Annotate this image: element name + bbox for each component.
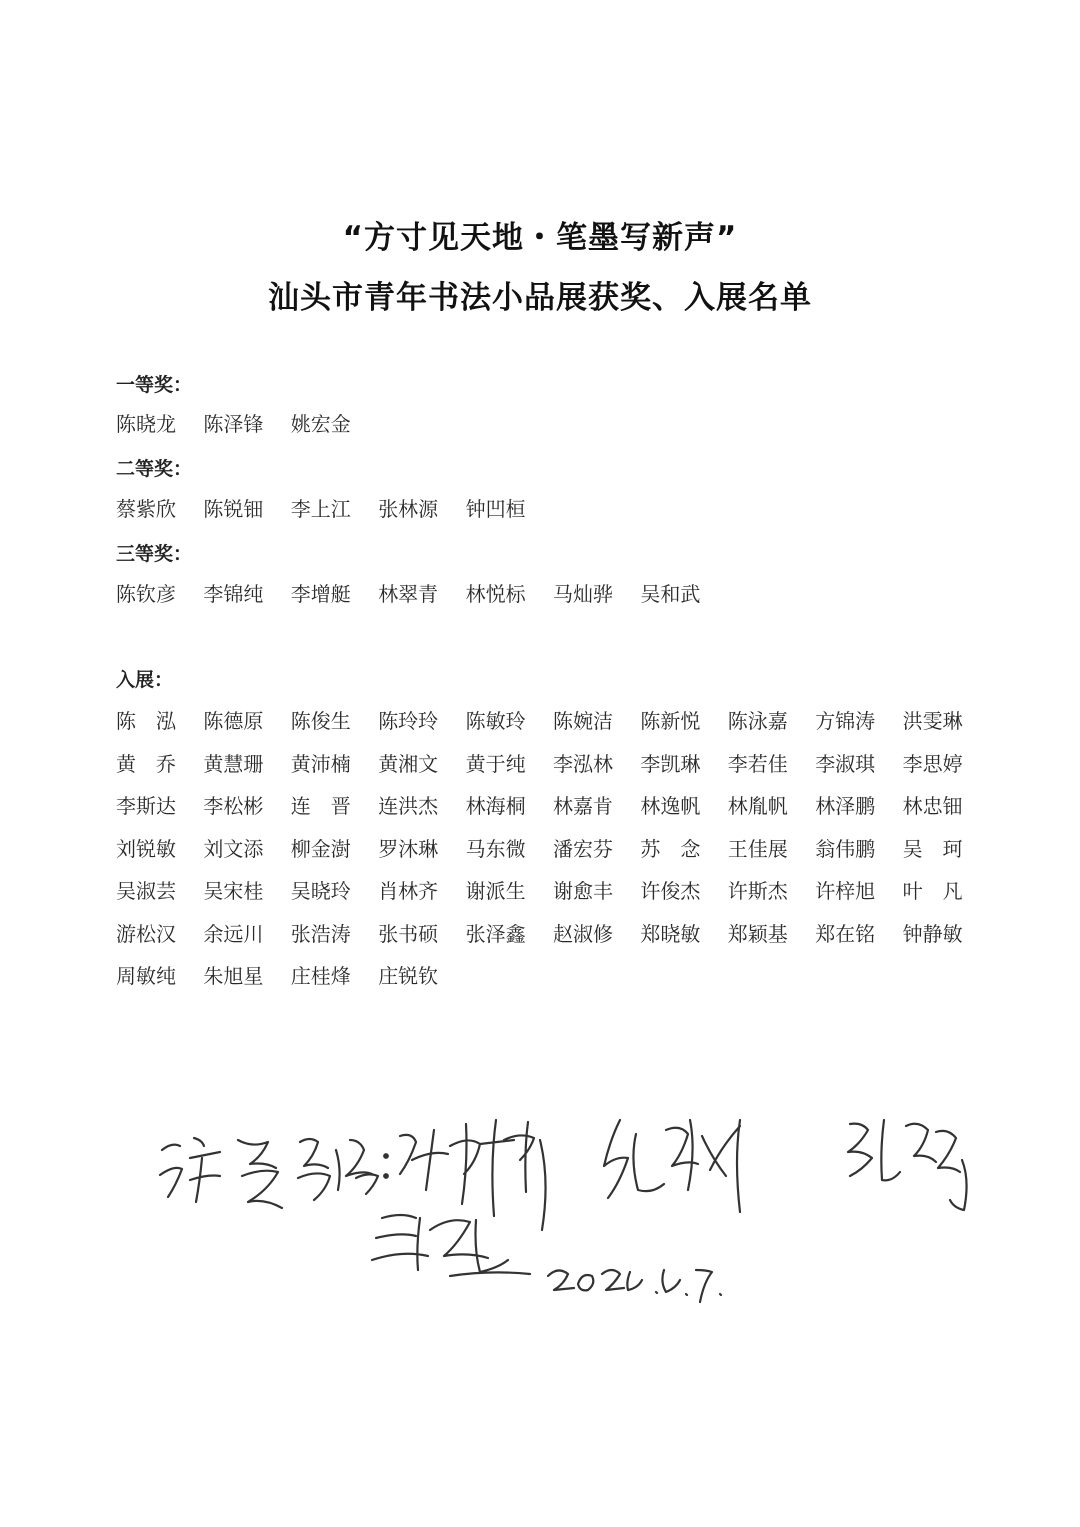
awardee-name: 李锦纯 [203, 582, 264, 606]
awardee-name: 朱旭星 [203, 964, 264, 988]
awardee-name: 刘锐敏 [116, 836, 176, 861]
awardee-name: 陈锐钿 [203, 497, 264, 521]
awardee-name: 林翠青 [378, 582, 439, 606]
awardee-name: 许梓旭 [815, 879, 876, 903]
awardee-name: 李凯琳 [640, 751, 701, 776]
awardee-name: 郑晓敏 [640, 921, 701, 946]
name-row [116, 408, 1016, 438]
awardee-name: 赵淑修 [553, 921, 613, 946]
awardee-name: 陈泽锋 [203, 412, 264, 436]
awardee-name: 吴淑芸 [116, 879, 176, 903]
awardee-name: 李斯达 [116, 794, 176, 818]
judges-signature-image [150, 1080, 1030, 1320]
name-row [116, 790, 1016, 820]
awardee-name: 李增艇 [290, 582, 351, 606]
section-label: 一等奖： [116, 374, 193, 396]
awardee-name: 陈婉洁 [553, 709, 613, 733]
name-row [116, 918, 1016, 948]
awardee-name: 周敏纯 [116, 964, 176, 988]
name-row [116, 578, 1016, 608]
awardee-name: 谢愈丰 [553, 879, 613, 903]
awardee-name: 林嘉肯 [553, 794, 613, 818]
awardee-name: 林海桐 [465, 794, 526, 818]
awardee-name: 黄于纯 [465, 751, 526, 776]
awardee-name: 李泓林 [553, 751, 613, 776]
awardee-name: 钟凹桓 [465, 497, 526, 521]
awardee-name: 郑颖基 [727, 921, 788, 946]
awardee-name: 林忠钿 [902, 794, 963, 818]
awardee-name: 吴晓玲 [290, 879, 351, 903]
awardee-name: 余远川 [203, 921, 264, 946]
awardee-name: 罗沐琳 [378, 836, 439, 861]
awardee-name: 肖林齐 [378, 879, 439, 903]
awardee-name: 张浩涛 [290, 921, 351, 946]
awardee-name: 许俊杰 [640, 879, 701, 903]
awardee-name: 陈泳嘉 [727, 709, 788, 733]
awardee-name: 郑在铭 [815, 921, 876, 946]
document-title-line1: “方寸见天地・笔墨写新声” [342, 220, 738, 256]
awardee-name: 黄 乔 [116, 751, 176, 776]
awardee-name: 吴宋桂 [203, 879, 264, 903]
awardee-name: 姚宏金 [290, 412, 351, 436]
awardee-name: 李思婷 [902, 751, 963, 776]
awardee-name: 李上江 [290, 497, 351, 521]
name-row [116, 960, 1016, 990]
awardee-name: 陈钦彦 [116, 582, 176, 606]
awardee-name: 蔡紫欣 [116, 497, 176, 521]
awardee-name: 林逸帆 [640, 794, 701, 818]
awardee-name: 陈玲玲 [378, 709, 439, 733]
awardee-name: 陈 泓 [116, 709, 176, 733]
awardee-name: 陈晓龙 [116, 412, 176, 436]
awardee-name: 黄沛楠 [290, 751, 351, 776]
awardee-name: 连洪杰 [378, 794, 439, 818]
awardee-name: 黄湘文 [378, 751, 439, 776]
awardee-name: 连 晋 [290, 794, 351, 818]
name-row [116, 748, 1016, 778]
awardee-name: 林悦标 [465, 582, 526, 606]
awardee-name: 谢派生 [465, 879, 526, 903]
document-title-line2: 汕头市青年书法小品展获奖、入展名单 [268, 280, 812, 316]
awardee-name: 翁伟鹏 [815, 836, 876, 861]
awardee-name: 庄桂烽 [290, 964, 351, 988]
section-label: 二等奖： [116, 458, 193, 480]
awardee-name: 方锦涛 [815, 709, 876, 733]
awardee-name: 陈德原 [203, 709, 264, 733]
awardee-name: 陈俊生 [290, 709, 351, 733]
awardee-name: 苏 念 [640, 836, 701, 861]
awardee-name: 马灿骅 [553, 582, 613, 606]
awardee-name: 李松彬 [203, 794, 264, 818]
awardee-name: 叶 凡 [902, 879, 963, 903]
name-row [116, 875, 1016, 905]
awardee-name: 吴和武 [640, 582, 701, 606]
name-row [116, 705, 1016, 735]
awardee-name: 林胤帆 [727, 794, 788, 818]
name-row [116, 493, 1016, 523]
awardee-name: 柳金澍 [290, 836, 351, 861]
awardee-name: 林泽鹏 [815, 794, 876, 818]
awardee-name: 张泽鑫 [465, 921, 526, 946]
awardee-name: 刘文添 [203, 836, 264, 861]
name-row [116, 833, 1016, 863]
awardee-name: 吴 珂 [902, 836, 963, 861]
awardee-name: 钟静敏 [902, 921, 963, 946]
awardee-name: 陈敏玲 [465, 709, 526, 733]
awardee-name: 庄锐钦 [378, 964, 439, 988]
awardee-name: 马东微 [465, 836, 526, 861]
section-label: 三等奖： [116, 543, 193, 565]
awardee-name: 张书硕 [378, 921, 439, 946]
awardee-name: 陈新悦 [640, 709, 701, 733]
awardee-name: 黄慧珊 [203, 751, 264, 776]
awardee-name: 张林源 [378, 497, 439, 521]
awardee-name: 潘宏芬 [553, 836, 613, 861]
awardee-name: 洪雯琳 [902, 709, 963, 733]
awardee-name: 李若佳 [727, 751, 788, 776]
awardee-name: 李淑琪 [815, 751, 876, 776]
awardee-name: 王佳展 [727, 836, 788, 861]
awardee-name: 游松汉 [116, 921, 176, 946]
section-label: 入展： [116, 669, 174, 691]
awardee-name: 许斯杰 [727, 879, 788, 903]
